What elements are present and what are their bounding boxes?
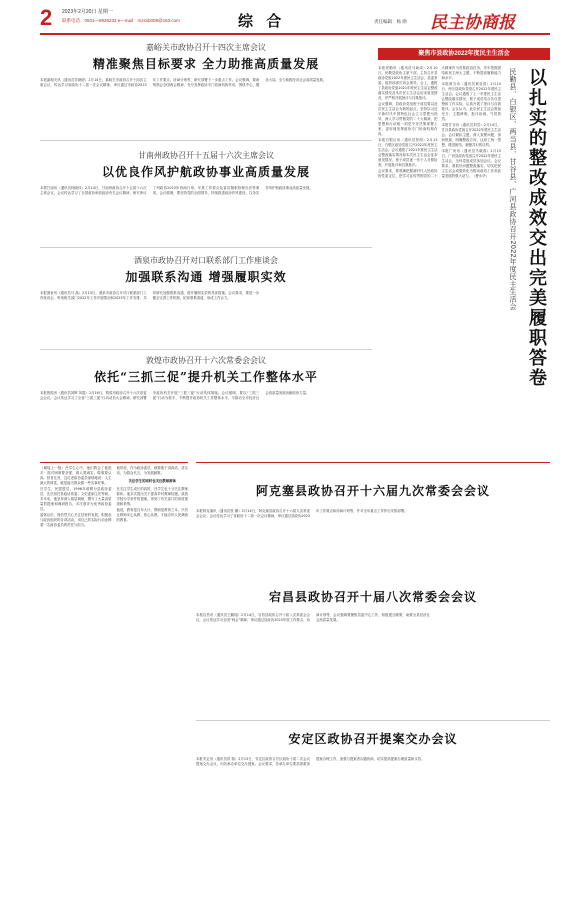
article-jiuquan — [40, 255, 372, 351]
divider — [196, 720, 550, 721]
feature-vertical-subtitle: 民勤县、白银区、两当县、甘谷县、广河县政协召开2022年度民主生活会 — [509, 68, 516, 311]
masthead-rule — [40, 33, 550, 35]
section-title: 综 合 — [238, 12, 286, 30]
article-tanchang — [196, 586, 550, 721]
feature-paragraph: 本报白银区讯（通讯员张明）2月13日，白银区政协党组召开2022年度民主生活会。会议通报了2021年度民主生活会整改落实情况和本次民主生活会征求意见情况，班子成员逐一作个人对照检查，开展批评和自我批评。 — [378, 138, 438, 167]
column-paragraph: 吕学生，民盟盟员，1996年被聘为县政协委员，先后担任县政协常委、文史委副主任等职。多年来，他坚持深入基层调研，撰写了大量高质量的提案和调研报告，多次被评为优秀政协委员。 — [40, 487, 112, 511]
column-subhead: 关注学生的同时也关注教师群体 — [128, 479, 176, 483]
column-paragraph: 他常说，作为政协委员，就要敢于讲真话、讲实话，为群众代言，为发展献策。 — [116, 466, 188, 475]
article-headline: 依托“三抓三促”提升机关工作整体水平 — [94, 370, 318, 384]
article-kicker: 敦煌市政协召开十六次常委会会议 — [146, 356, 266, 365]
article-paragraph: 本报嘉峪关讯（通讯员苏婉婷）2月14日，嘉峪关市政协召开十四次主席会议，传达学习省政协十二届一次会议精神，审议通过市政协2023年工作要点、协商计划等，研究部署下一步重点工作。会议强调，要深刻领会全国两会精神，充分发挥政协专门协商机构作用，围绕中心、服务大局，全力助推经济社会高质量发展。 — [40, 78, 327, 87]
contact-line: 联系电话：0931—8926232 e—mail：mzsxb008@163.com — [62, 18, 180, 23]
article-body — [40, 78, 372, 136]
article-body — [196, 757, 550, 877]
column-body — [40, 466, 188, 888]
article-paragraph: 本报阿克塞讯（通讯员张 鹏）2月14日，阿克塞县政协召开十六届九次常委会会议。会议传达学习了省政协十二届一次会议精神，审议通过县政协2023年工作要点和协商计划等，并对全年重点工作作出安排部署。 — [196, 509, 408, 518]
article-kicker: 嘉峪关市政协召开十四次主席会议 — [146, 43, 266, 52]
article-headline: 以优良作风护航政协事业高质量发展 — [101, 165, 310, 179]
article-body — [196, 613, 550, 709]
article-headline: 精准聚焦目标要求 全力助推高质量发展 — [92, 57, 320, 71]
column-paragraph: 他说，教育是百年大计，教师是教育之本，只有让教师安心从教、热心从教，才能办好人民满意的教育。 — [116, 508, 188, 522]
article-headline: 安定区政协召开提案交办会议 — [288, 732, 458, 746]
article-gannan — [40, 150, 372, 246]
feature-paragraph: 本报两当讯（通讯员黄亚清）2月15日，两当县政协党组召开2022年度民主生活会。会议通报了上一年度民主生活会整改落实情况，班子成员结合各自思想和工作实际，认真开展了批评与自我批评。会议认为，此次民主生活会准备充分、主题鲜明、批评坦诚、气氛热烈。 — [441, 82, 501, 121]
feature-vertical-headline: 以扎实的整改成效交出完美履职答卷 — [526, 68, 547, 388]
divider — [40, 349, 372, 350]
divider — [40, 140, 372, 141]
editor-line: 责任编辑：杨 勋 — [374, 19, 407, 24]
article-dunhuang — [40, 355, 372, 457]
feature-paragraph: 会议要求，要准确把握新时代人民政协的性质定位，把学习宣传贯彻党的二十大精神作为首要政治任务，牢牢把握团结和民主两大主题，不断提高履职能力和水平。 — [378, 66, 501, 178]
article-paragraph: 本报敦煌讯（通讯员刘辉 刘霞）2月16日，敦煌市政协召开十六次常委会会议，会议传达学习了全省“三抓三促”行动动员大会精神，研究部署市政协机关开展“三抓三促”行动具体措施。会议强调，要以“三抓三促”行动为抓手，不断提升政协机关工作整体水平，为推动全市经济社会高质量发展贡献政协力量。 — [40, 391, 310, 400]
feature-paragraph: 本报甘谷讯（通讯员刘雪）2月14日，甘谷县政协党组召开2022年度民主生活会。会议紧扣主题，深入查摆问题，剖析根源，明确整改方向，达到了统一思想、增进团结、凝聚共识的目的。 — [441, 123, 501, 147]
article-headline: 阿克塞县政协召开十六届九次常委会会议 — [255, 484, 490, 498]
page-number: 2 — [40, 5, 53, 30]
article-paragraph: 本报安定讯（通讯员常 瑞）2月15日，安定区政协召开区政协十届二次会议提案交办会议，向各承办单位交办提案。会议要求，各承办单位要高度重视提案办理工作，加强与提案者沟通协商，切实提高提案办理质量和实效。 — [196, 757, 425, 766]
column-top-rule — [40, 462, 188, 463]
feature-banner-text: 聚焦市县政协2022年度民主生活会 — [418, 51, 510, 57]
article-headline: 宕昌县政协召开十届八次常委会会议 — [268, 590, 477, 604]
feature-body — [378, 66, 501, 454]
article-jiayuguan — [40, 40, 372, 140]
article-paragraph: 本报甘南讯（通讯员杨晓伟）2月14日，甘南州政协召开十五届十六次主席会议，会议传达学习了全国政协和省政协有关会议精神，研究审议了州政协2023年协商计划、年度工作要点及委员履职管理办法等事项。会议强调，要坚持党的全面领导，持续推进政协作风建设，以务实作风护航政协事业高质量发展。 — [40, 186, 313, 195]
feature-column — [40, 462, 188, 892]
article-body — [40, 186, 372, 244]
article-paragraph: 本报宕昌讯（通讯员王鹏翔）2月14日，宕昌县政协召开十届八次常委会会议，会议传达学习全国“两会”精神，审议通过县政协2023年度工作要点、协商计划等，会议强调要聚焦县委中心工作，积极建言献策，助推全县经济社会高质量发展。 — [196, 613, 430, 622]
article-body — [196, 509, 550, 581]
feature-paragraph: 本报民勤讯（通讯员马新成）2月10日，民勤县政协主席干部，主持召开县政协党组2022年度民主生活会，县委常委、组织部部长到会指导。会上，通报了县政协党组2021年度民主生活会整改落实情况及本次民主生活会征求意见情况，并严格开展批评与自我批评。 — [378, 66, 438, 100]
article-paragraph: 本报酒泉讯（通讯员马 晶）2月13日，酒泉市政协召开对口联系部门工作座谈会，听取相关部门2022年工作开展情况和2023年工作安排，共同研究加强联系沟通、提升履职实效的具体措施。会议要求，要进一步健全完善工作机制，拓宽联系渠道，形成工作合力。 — [40, 291, 260, 300]
masthead — [0, 0, 570, 38]
feature-banner — [378, 48, 550, 60]
newspaper-name: 民主协商报 — [430, 13, 515, 33]
article-anding — [196, 726, 550, 892]
article-kicker: 甘南州政协召开十五届十六次主席会议 — [138, 151, 274, 160]
article-headline: 加强联系沟通 增强履职实效 — [125, 270, 287, 284]
article-akesai — [196, 462, 550, 582]
column-intro: （紧接上一版）吕学生心中，他们教会了他很多：面对困难要坚强，做人要诚实，做事要认真。回首往昔，这位老政协委员深情地说：人生最大的财富，就是能为群众做一些实事好事。 — [40, 466, 112, 485]
feature-section — [378, 40, 550, 458]
article-body — [40, 291, 372, 349]
column-paragraph: 在关注学生成长的同时，吕学生也十分关注教师群体。他多次提出关于提高乡村教师待遇、改善学校办学条件的提案，得到了有关部门的高度重视和采纳。 — [116, 487, 188, 506]
article-top-rule — [196, 462, 550, 463]
divider — [40, 247, 372, 248]
feature-paragraph: 会议强调，县政协党组班子成员要以此次民主生活会为新的起点，坚持以习近平新时代中国特色社会主义思想为指导，深入学习贯彻党的二十大精神，把思想和行动统一到党中央决策部署上来，更好地发挥政协专门协商机构作用。 — [378, 102, 438, 136]
article-body — [40, 391, 372, 453]
feature-paragraph: 本报广河讯（通讯员马晓春）2月15日，广河县政协党组召开2022年度民主生活会，全体党组成员参加会议。会议要求，要抓好问题整改落实，切实把民主生活会成果转化为推动政协工作高质量发展的强大动力。（曹永华） — [441, 149, 501, 178]
date-line: 2023年2月20日 星期一 — [62, 9, 113, 15]
column-paragraph: 退休以后，他仍然关心关注县里的发展，积极参与政协组织的各项活动，用自己的实际行动诠释着一名政协委员的责任与担当。 — [40, 513, 112, 527]
article-kicker: 酒泉市政协召开对口联系部门工作座谈会 — [134, 256, 278, 265]
